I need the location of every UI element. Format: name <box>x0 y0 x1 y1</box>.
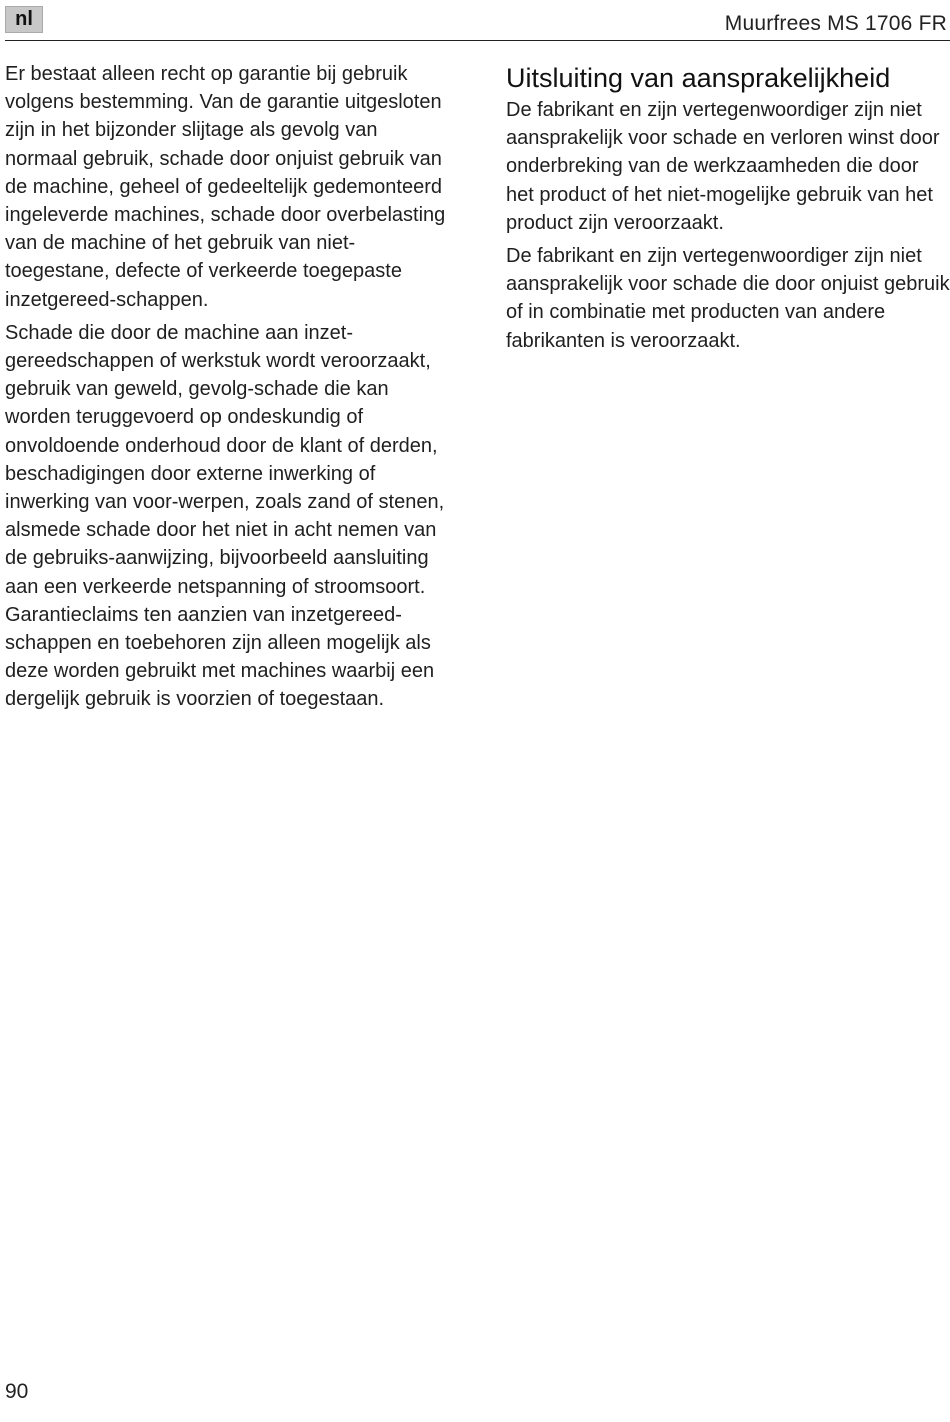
header-divider <box>5 40 950 41</box>
liability-paragraph-2: De fabrikant en zijn vertegenwoordiger zijn niet aansprakelijk voor schade die door onjuist gebruik of in combinatie met producten van andere fabrikanten is veroorzaakt. <box>506 245 950 352</box>
page-number: 90 <box>5 1380 29 1403</box>
right-column <box>506 60 950 360</box>
warranty-paragraph-2: Schade die door de machine aan inzet-gereedschappen of werkstuk wordt veroorzaakt, gebruik van geweld, gevolg-schade die kan worden teruggevoerd op ondeskundig of onvoldoende onderhoud door de klant of derden, beschadigingen door externe inwerking of inwerking van voor-werpen, zoals zand of stenen, alsmede schade door het niet in acht nemen van de gebruiks-aanwijzing, bijvoorbeeld aansluiting aan een verkeerde netspanning of stroomsoort. Garantieclaims ten aanzien van inzetgereed-schappen en toebehoren zijn alleen mogelijk als deze worden gebruikt met machines waarbij een dergelijk gebruik is voorzien of toegestaan. <box>5 321 445 711</box>
language-badge: nl <box>5 6 43 33</box>
liability-heading: Uitsluiting van aansprakelijkheid <box>506 63 891 93</box>
left-column <box>5 60 450 719</box>
warranty-paragraph-1: Er bestaat alleen recht op garantie bij gebruik volgens bestemming. Van de garantie uitgesloten zijn in het bijzonder slijtage als gevolg van normaal gebruik, schade door onjuist gebruik van de machine, geheel of gedeeltelijk gedemonteerd ingeleverde machines, schade door overbelasting van de machine of het gebruik van niet-toegestane, defecte of verkeerde toegepaste inzetgereed-schappen. <box>5 63 446 311</box>
liability-paragraph-1: De fabrikant en zijn vertegenwoordiger zijn niet aansprakelijk voor schade en verloren winst door onderbreking van de werkzaamheden die door het product of het niet-mogelijke gebruik van het product zijn veroorzaakt. <box>506 99 940 234</box>
document-title: Muurfrees MS 1706 FR <box>724 12 947 35</box>
